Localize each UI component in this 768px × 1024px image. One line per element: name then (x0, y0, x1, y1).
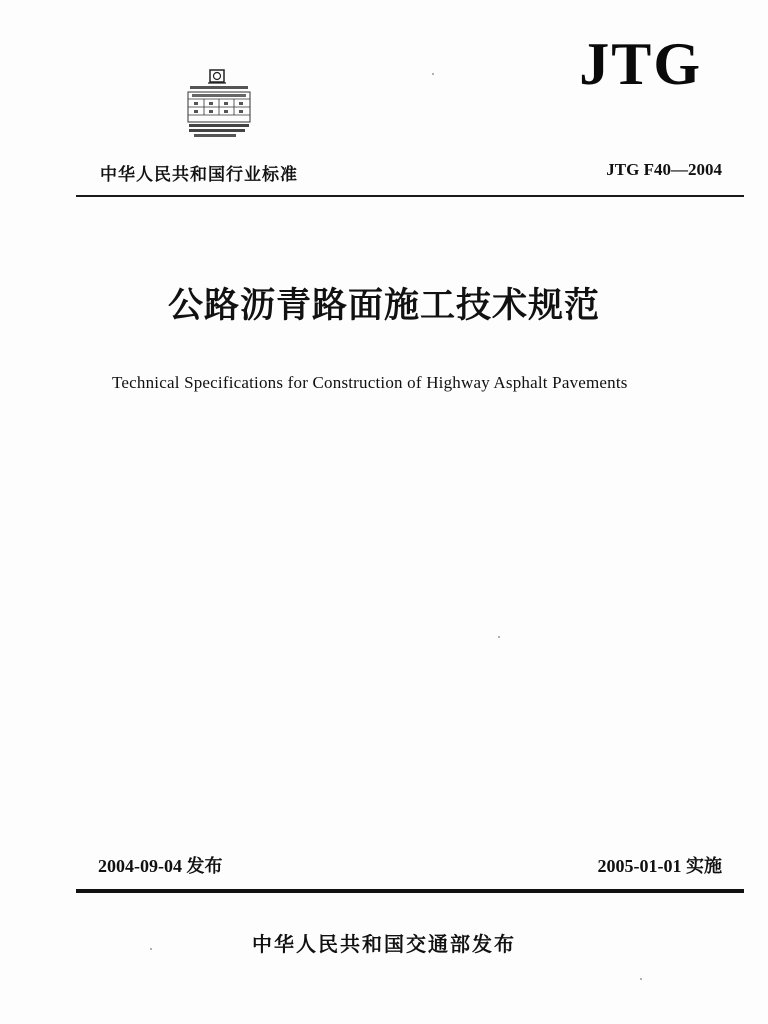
header-divider (76, 195, 744, 197)
publisher-stamp (180, 66, 256, 146)
scan-speck (150, 948, 152, 950)
scan-speck (640, 978, 642, 980)
issue-date: 2004-09-04 发布 (98, 856, 223, 876)
standard-code: JTG F40—2004 (606, 160, 722, 179)
document-title-english-wrapper (0, 373, 768, 393)
footer-divider (76, 889, 744, 893)
publisher-line: 中华人民共和国交通部发布 (252, 932, 516, 956)
scan-speck (432, 73, 434, 75)
standard-category: 中华人民共和国行业标准 (100, 165, 298, 185)
document-title-chinese: 公路沥青路面施工技术规范 (167, 285, 600, 326)
document-title-english: Technical Specifications for Construction of Highway Asphalt Pavements (112, 373, 628, 392)
effective-date: 2005-01-01 实施 (597, 856, 722, 876)
stamp-seal-graphic (180, 66, 256, 146)
jtg-logo: JTG (579, 31, 702, 97)
scan-speck (498, 636, 500, 638)
